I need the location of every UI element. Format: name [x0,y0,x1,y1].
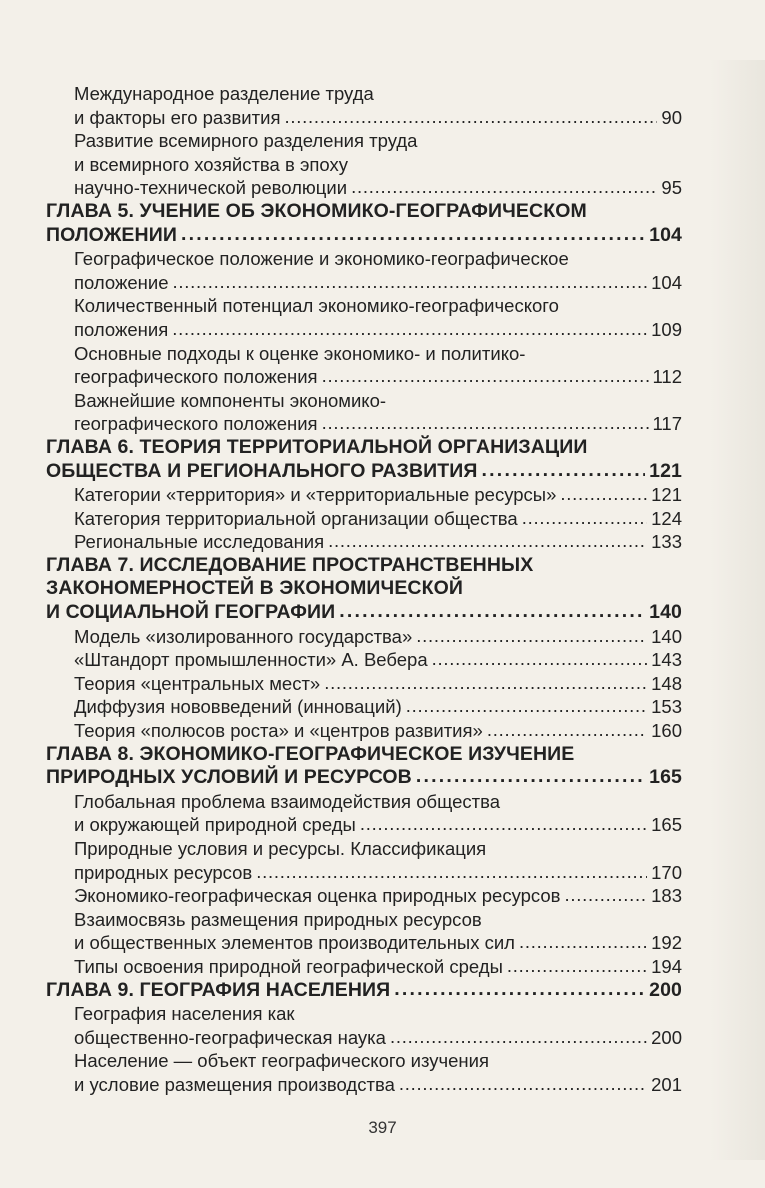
dot-leader [181,223,645,247]
toc-entry-text: Количественный потенциал экономико-географического [74,295,559,317]
dot-leader [416,624,647,648]
toc-page-number: 133 [651,531,682,553]
toc-entry-line [46,412,682,436]
toc-entry-line [46,884,682,908]
toc-entry-text: ГЛАВА 6. ТЕОРИЯ ТЕРРИТОРИАЛЬНОЙ ОРГАНИЗАЦИИ [46,435,588,458]
toc-entry-text: ГЛАВА 9. ГЕОГРАФИЯ НАСЕЛЕНИЯ [46,978,391,1001]
toc-page-number: 112 [652,366,682,388]
toc-entry-line [46,294,682,318]
toc-entry-text: научно-технической революции [74,177,348,199]
toc-entry-text: Международное разделение труда [74,83,374,104]
toc-entry-text: География населения как [74,1003,295,1025]
toc-chapter-line [46,766,682,790]
toc-page-number: 148 [651,672,682,694]
toc-page-number: 194 [651,955,682,977]
toc-page-number: 95 [661,177,682,199]
toc-entry-line [46,931,682,955]
toc-page-number: 104 [651,271,682,293]
toc-entry-text: Категории «территория» и «территориальные ресурсы» [74,484,557,506]
toc-page-number: 200 [649,978,682,1001]
toc-page-number: 192 [651,932,682,954]
toc-entry-text: И СОЦИАЛЬНОЙ ГЕОГРАФИИ [46,601,336,624]
toc-entry-text: и факторы его развития [74,106,281,128]
dot-leader [390,1025,647,1049]
toc-entry-line [46,813,682,837]
toc-entry-text: и окружающей природной среды [74,814,356,836]
toc-entry-text: ГЛАВА 5. УЧЕНИЕ ОБ ЭКОНОМИКО-ГЕОГРАФИЧЕСКОМ [46,199,587,222]
dot-leader [522,506,647,530]
toc-entry-text: Население — объект географического изучения [74,1050,490,1072]
toc-entry-line [46,1002,682,1026]
dot-leader [351,175,657,199]
toc-page-number: 201 [651,1073,682,1095]
toc-entry-text: ГЛАВА 7. ИССЛЕДОВАНИЕ ПРОСТРАНСТВЕННЫХ [46,553,534,576]
dot-leader [406,694,647,718]
dot-leader [284,105,657,129]
toc-entry-line [46,530,682,554]
toc-entry-line [46,837,682,861]
dot-leader [487,718,647,742]
dot-leader [360,812,647,836]
toc-entry-text: и общественных элементов производительных сил [74,932,515,954]
page-number: 397 [368,1118,397,1137]
dot-leader [172,317,647,341]
toc-entry-line [46,176,682,200]
toc-entry-line [46,648,682,672]
dot-leader [256,860,647,884]
toc-entry-text: Основные подходы к оценке экономико- и политико- [74,342,526,364]
toc-entry-line [46,153,682,177]
dot-leader [322,364,649,388]
toc-entry-text: Диффузия нововведений (инноваций) [74,696,402,718]
toc-entry-text: Экономико-географическая оценка природных ресурсов [74,885,561,907]
toc-page-number: 153 [651,696,682,718]
dot-leader [560,482,647,506]
page-edge-shadow [710,60,765,1160]
toc-page-number: 121 [649,459,682,482]
toc-entry-line [46,1049,682,1073]
toc-entry-text: «Штандорт промышленности» А. Вебера [74,649,428,671]
toc-page-number: 165 [651,814,682,836]
toc-page-number: 200 [651,1026,682,1048]
toc-page-number: 183 [651,885,682,907]
toc-entry-text: общественно-географическая наука [74,1026,386,1048]
dot-leader [416,765,645,789]
toc-entry-line [46,1073,682,1097]
dot-leader [519,930,647,954]
toc-chapter-line [46,554,682,578]
toc-chapter-line [46,743,682,767]
toc-entry-line [46,342,682,366]
toc-entry-text: Региональные исследования [74,531,325,553]
toc-entry-line [46,719,682,743]
dot-leader [394,978,645,1002]
toc-entry-line [46,271,682,295]
toc-chapter-line [46,601,682,625]
toc-entry-text: Глобальная проблема взаимодействия общества [74,790,501,812]
dot-leader [564,883,647,907]
toc-entry-text: Важнейшие компоненты экономико- [74,389,387,411]
toc-entry-line [46,625,682,649]
toc-entry-line [46,695,682,719]
toc-page-number: 121 [651,484,682,506]
toc-page-number: 104 [649,223,682,246]
toc-entry-text: и условие размещения производства [74,1073,395,1095]
toc-entry-line [46,106,682,130]
toc-entry-text: ГЛАВА 8. ЭКОНОМИКО-ГЕОГРАФИЧЕСКОЕ ИЗУЧЕНИЕ [46,742,575,765]
toc-entry-text: природных ресурсов [74,861,253,883]
toc-chapter-line [46,979,682,1003]
toc-entry-text: ПРИРОДНЫХ УСЛОВИЙ И РЕСУРСОВ [46,766,412,789]
toc-page-number: 160 [651,720,682,742]
toc-entry-line [46,672,682,696]
dot-leader [482,459,646,483]
toc-chapter-line [46,577,682,601]
toc-entry-text: Географическое положение и экономико-географическое [74,248,569,270]
toc-entry-text: и всемирного хозяйства в эпоху [74,153,348,175]
toc-entry-line [46,129,682,153]
toc-page-number: 140 [651,625,682,647]
toc-entry-text: ПОЛОЖЕНИИ [46,223,177,246]
toc-chapter-line [46,460,682,484]
toc-entry-line [46,790,682,814]
toc-entry-text: Теория «центральных мест» [74,672,321,694]
toc-chapter-line [46,224,682,248]
toc-entry-text: положения [74,318,169,340]
toc-entry-line [46,82,682,106]
toc-entry-text: ЗАКОНОМЕРНОСТЕЙ В ЭКОНОМИЧЕСКОЙ [46,577,463,600]
toc-chapter-line [46,436,682,460]
toc-entry-text: Модель «изолированного государства» [74,625,413,647]
toc-page-number: 90 [661,106,682,128]
toc-entry-text: ОБЩЕСТВА И РЕГИОНАЛЬНОГО РАЗВИТИЯ [46,459,478,482]
dot-leader [324,671,647,695]
toc-entry-text: Природные условия и ресурсы. Классификация [74,838,487,859]
toc-entry-text: положение [74,271,169,293]
toc-page-number: 165 [649,766,682,789]
dot-leader [328,529,647,553]
toc-entry-line [46,247,682,271]
toc-entry-line [46,955,682,979]
toc-page-number: 124 [651,507,682,529]
toc-entry-line [46,908,682,932]
toc-entry-line [46,483,682,507]
dot-leader [322,411,649,435]
toc-entry-text: географического положения [74,413,318,435]
dot-leader [432,647,647,671]
toc-entry-line [46,389,682,413]
toc-page-number: 140 [649,601,682,624]
toc-entry-text: Взаимосвязь размещения природных ресурсов [74,908,482,930]
toc-entry-text: Теория «полюсов роста» и «центров развития» [74,720,483,742]
dot-leader [173,270,648,294]
toc-page-number: 117 [652,413,682,435]
toc-page-number: 109 [651,318,682,340]
table-of-contents [46,82,682,1097]
toc-entry-text: географического положения [74,366,318,388]
toc-entry-text: Категория территориальной организации общества [74,507,518,529]
toc-entry-line [46,318,682,342]
toc-page-number: 143 [651,649,682,671]
dot-leader [339,600,645,624]
toc-entry-line [46,861,682,885]
dot-leader [507,954,647,978]
toc-chapter-line [46,200,682,224]
toc-entry-line [46,507,682,531]
toc-entry-text: Типы освоения природной географической среды [74,955,503,977]
dot-leader [399,1072,647,1096]
toc-entry-line [46,365,682,389]
toc-page-number: 170 [651,861,682,883]
toc-entry-line [46,1026,682,1050]
toc-entry-text: Развитие всемирного разделения труда [74,130,418,152]
